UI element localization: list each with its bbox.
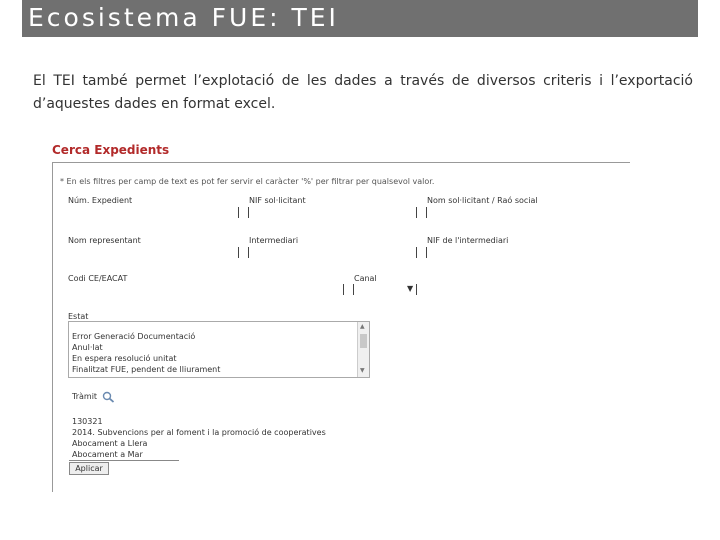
divider (52, 162, 630, 163)
scrollbar-thumb[interactable] (360, 334, 367, 348)
field-label-intermediari: Intermediari (249, 236, 299, 245)
field-label-tramit: Tràmit (72, 392, 98, 401)
scrollbar[interactable] (357, 322, 369, 377)
canal-select[interactable] (343, 284, 423, 295)
list-item[interactable]: 2014. Subvencions per al foment i la promoció de cooperatives (72, 428, 326, 437)
list-item[interactable]: 130321 (72, 417, 103, 426)
estat-listbox[interactable] (68, 321, 370, 378)
list-item[interactable]: En espera resolució unitat (72, 354, 177, 363)
list-item[interactable]: Error Generació Documentació (72, 332, 196, 341)
scroll-up-icon[interactable]: ▲ (360, 323, 365, 330)
search-icon[interactable] (102, 391, 115, 403)
list-item[interactable]: Abocament a Mar (72, 450, 143, 459)
list-item[interactable]: Finalitzat FUE, pendent de lliurament (72, 365, 221, 374)
divider (69, 460, 179, 461)
chevron-down-icon: ▼ (407, 284, 414, 293)
nif-intermediari-input[interactable] (416, 247, 536, 258)
list-item[interactable]: Abocament a Llera (72, 439, 148, 448)
field-label-nif-intermediari: NIF de l'intermediari (427, 236, 509, 245)
field-label-nom-solicitant: Nom sol·licitant / Raó social (427, 196, 538, 205)
nif-solicitant-input[interactable] (238, 207, 358, 218)
apply-button[interactable]: Aplicar (69, 462, 109, 475)
num-expedient-input[interactable] (68, 207, 188, 218)
divider (52, 162, 53, 492)
field-label-nom-representant: Nom representant (68, 236, 141, 245)
title-bar-background (22, 0, 698, 37)
list-item[interactable]: Anul·lat (72, 343, 103, 352)
field-label-estat: Estat (68, 312, 89, 321)
codi-ce-eacat-input[interactable] (68, 285, 188, 296)
slide-title: Ecosistema FUE: TEI (28, 3, 339, 32)
intermediari-input[interactable] (238, 247, 358, 258)
intro-paragraph: El TEI també permet l’explotació de les dades a través de diversos criteris i l’exportació d’aquestes dades en format excel. (33, 73, 693, 112)
nom-solicitant-input[interactable] (416, 207, 536, 218)
title-bar (0, 0, 720, 37)
field-label-codi-ce-eacat: Codi CE/EACAT (68, 274, 128, 283)
field-label-nif-solicitant: NIF sol·licitant (249, 196, 306, 205)
nom-representant-input[interactable] (68, 247, 188, 258)
field-label-num-expedient: Núm. Expedient (68, 196, 133, 205)
scroll-down-icon[interactable]: ▼ (360, 367, 365, 374)
search-form-screenshot (52, 140, 632, 492)
field-label-canal: Canal (354, 274, 377, 283)
filter-note: * En els filtres per camp de text es pot fer servir el caràcter '%' per filtrar per qualsevol valor. (60, 177, 435, 186)
form-title: Cerca Expedients (52, 143, 170, 157)
